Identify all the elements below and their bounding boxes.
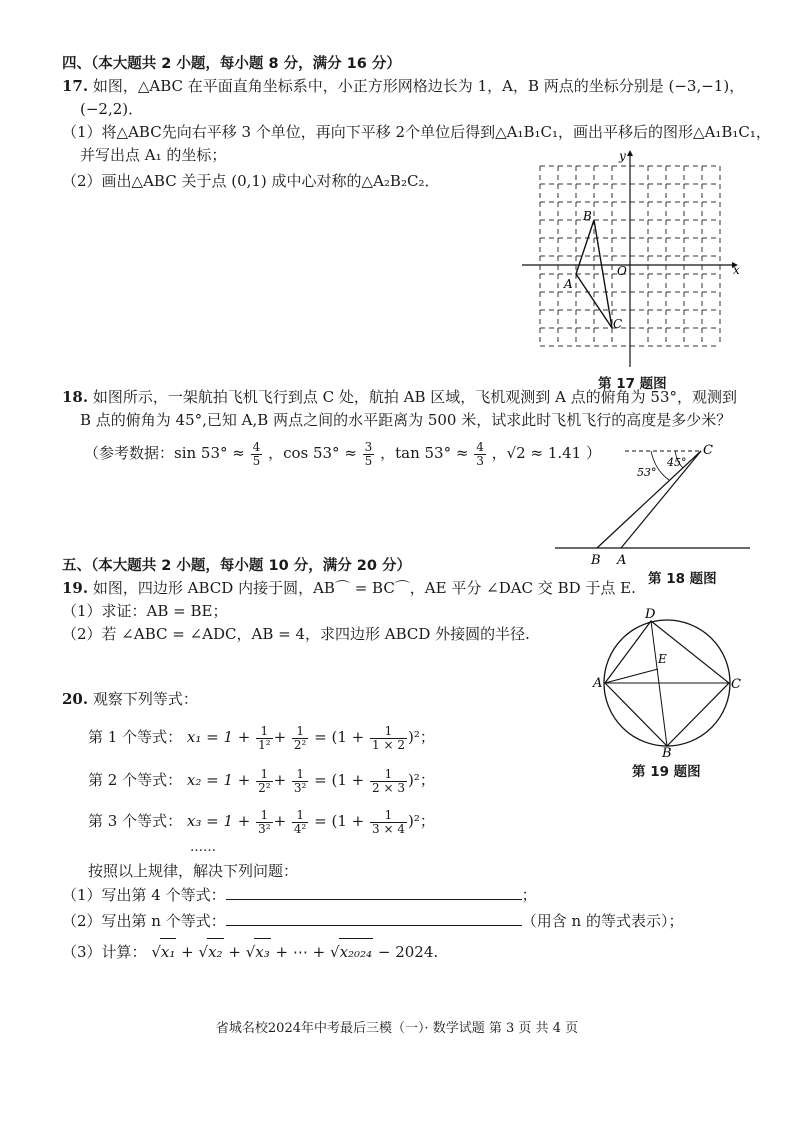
ref-sin-fraction [251, 441, 263, 468]
eq1-frac-b-num: 1 [292, 725, 308, 739]
q20-part2 [62, 910, 683, 933]
page-footer: 省城名校2024年中考最后三模（一）· 数学试题 第 3 页 共 4 页 [215, 1021, 579, 1036]
sin-numerator: 4 [252, 439, 261, 454]
sin-denominator: 5 [252, 453, 261, 468]
point-c-label: C [613, 317, 623, 331]
q20-part3-label: （3）计算： [62, 943, 147, 961]
q20-part1 [62, 884, 537, 907]
eq1-frac-c [370, 725, 407, 752]
q17-part1a: （1）将△ABC先向右平移 3 个单位，再向下平移 2个单位后得到△A₁B₁C₁，画出平移后的图形△A₁B₁C₁， [62, 123, 771, 141]
q17-line2: (−2,2)． [80, 100, 144, 118]
q18-text1: 如图所示，一架航拍飞机飞行到点 C 处，航拍 AB 区域，飞机观测到 A 点的俯角为 53°，观测到 [92, 388, 738, 406]
sqrt-x3-term: x₃ [254, 938, 270, 965]
eq2-frac-b-den: 3² [293, 780, 307, 795]
figure-17-grid [520, 148, 745, 373]
q20-ellipsis: …… [190, 840, 216, 855]
q19-text1: 如图，四边形 ABCD 内接于圆，AB⌒ = BC⌒，AE 平分 ∠DAC 交 BD 于点 E. [92, 579, 636, 597]
eq2-frac-c-num: 1 [370, 768, 407, 782]
eq3-end: )²； [407, 812, 435, 830]
eq3-frac-b [292, 809, 308, 836]
eq3-frac-a-den: 3² [258, 821, 271, 836]
q17-text1: 如图，△ABC 在平面直角坐标系中，小正方形网格边长为 1，A，B 两点的坐标分别是 (−3,−1)， [92, 77, 745, 95]
ref-cos-label: ，cos 53° ≈ [268, 444, 357, 462]
origin-label: O [617, 264, 627, 278]
figure-19-caption: 第 19 题图 [632, 764, 701, 780]
sqrt-x2024: √x₂₀₂₄ [330, 943, 373, 961]
sqrt-x2: √x₂ [199, 943, 224, 961]
eq3-frac-b-num: 1 [292, 809, 308, 823]
sqrt-x2024-term: x₂₀₂₄ [339, 938, 374, 965]
eq3-frac-c [370, 809, 407, 836]
eq2-lhs: x₂ = 1 + [186, 771, 251, 789]
eq2-frac-a [256, 768, 272, 795]
ref-tan-label: ，tan 53° ≈ [380, 444, 469, 462]
answer-blank-2[interactable] [226, 925, 522, 926]
q20-part1-label: （1）写出第 4 个等式： [62, 886, 226, 904]
eq3-lhs: x₃ = 1 + [186, 812, 251, 830]
eq1-mid: = (1 + [314, 728, 365, 746]
point-a-label: A [617, 553, 627, 568]
eq1-frac-c-den: 1 × 2 [372, 737, 405, 752]
point-a-label: A [564, 277, 573, 291]
q19-part1: （1）求证：AB = BE； [62, 602, 228, 620]
answer-blank-1[interactable] [226, 899, 522, 900]
point-a-label: A [593, 676, 603, 691]
eq3-frac-c-den: 3 × 4 [372, 821, 405, 836]
sqrt-x3: √x₃ [246, 943, 271, 961]
q19-part2: （2）若 ∠ABC = ∠ADC，AB = 4，求四边形 ABCD 外接圆的半径. [62, 625, 530, 643]
eq3-frac-a [256, 809, 272, 836]
point-c-label: C [703, 443, 713, 458]
sqrt-x2-term: x₂ [207, 938, 223, 965]
eq1-frac-a-den: 1² [258, 737, 271, 752]
tan-numerator: 4 [476, 439, 484, 454]
sqrt-x1-term: x₁ [160, 938, 176, 965]
eq2-frac-c [370, 768, 407, 795]
eq3-frac-a-num: 1 [256, 809, 272, 823]
q19-line1 [62, 577, 636, 600]
q20-part2-end: （用含 n 的等式表示）； [521, 912, 684, 930]
y-axis-arrow-icon [627, 150, 633, 156]
q20-number: 20. [62, 690, 89, 708]
cos-numerator: 3 [364, 439, 373, 454]
point-b-label: B [662, 746, 672, 761]
eq3-label: 第 3 个等式： [88, 812, 183, 830]
line-ca [621, 451, 701, 548]
q20-intro: 观察下列等式： [92, 690, 198, 708]
eq1-frac-a [256, 725, 272, 752]
q20-part2-label: （2）写出第 n 个等式： [62, 912, 226, 930]
eq3-frac-c-num: 1 [370, 809, 407, 823]
eq2-frac-a-num: 1 [256, 768, 272, 782]
eq1-frac-a-num: 1 [256, 725, 272, 739]
point-e-label: E [658, 652, 667, 666]
ref-tan-fraction [474, 441, 486, 468]
point-b-label: B [583, 209, 592, 223]
eq1-frac-c-num: 1 [370, 725, 407, 739]
point-b-label: B [591, 553, 601, 568]
q18-number: 18. [62, 388, 89, 406]
angle-45-label: 45° [667, 456, 687, 469]
tan-denominator: 3 [476, 453, 484, 468]
eq1-lhs: x₁ = 1 + [186, 728, 251, 746]
eq2-end: )²； [407, 771, 435, 789]
figure-18-caption: 第 18 题图 [648, 571, 717, 587]
point-d-label: D [645, 607, 656, 622]
ref-sin-label: （参考数据：sin 53° ≈ [84, 444, 245, 462]
section-5-title: 五、（本大题共 2 小题，每小题 10 分，满分 20 分） [62, 558, 411, 574]
q20-rule: 按照以上规律，解决下列问题： [88, 862, 299, 880]
q18-line2: B 点的俯角为 45°,已知 A,B 两点之间的水平距离为 500 米，试求此时飞机飞行的高度是多少米？ [80, 411, 732, 429]
plus-dots: + ⋯ + [275, 943, 326, 961]
eq2-frac-b [292, 768, 308, 795]
eq2-frac-a-den: 2² [258, 780, 271, 795]
eq2-frac-b-num: 1 [292, 768, 308, 782]
angle-53-label: 53° [637, 466, 657, 479]
section-4-title: 四、（本大题共 2 小题，每小题 8 分，满分 16 分） [62, 56, 401, 72]
q18-reference-data [84, 434, 601, 472]
q20-part1-end: ； [521, 886, 537, 904]
q17-part2: （2）画出△ABC 关于点 (0,1) 成中心对称的△A₂B₂C₂． [62, 172, 440, 190]
ref-cos-fraction [363, 441, 375, 468]
sqrt-x1: √x₁ [151, 943, 176, 961]
cos-denominator: 5 [364, 453, 373, 468]
figure-18-diagram [555, 440, 755, 570]
figure-17-caption: 第 17 题图 [598, 376, 667, 392]
q18-line1 [62, 386, 737, 409]
q19-number: 19. [62, 579, 89, 597]
eq3-frac-b-den: 4² [293, 821, 307, 836]
point-c-label: C [731, 677, 741, 692]
segment-ae [605, 669, 658, 683]
eq1-end: )²； [407, 728, 435, 746]
eq1-label: 第 1 个等式： [88, 728, 183, 746]
q17-line1 [62, 75, 744, 98]
eq2-label: 第 2 个等式： [88, 771, 183, 789]
q17-number: 17. [62, 77, 89, 95]
eq2-mid: = (1 + [314, 771, 365, 789]
q20-equation-1: 第 1 个等式： x₁ = 1 + $\frac{1}{\text{1²}}$ + $\frac{1}{\text{2²}}$ = (1 + $\frac{1}{1 \times 2}$ )²； [88, 723, 435, 752]
eq1-frac-b-den: 2² [293, 737, 307, 752]
eq3-mid: = (1 + [314, 812, 365, 830]
ref-sqrt2: ，√2 ≈ 1.41 ） [491, 444, 601, 462]
y-axis-label: y [619, 149, 626, 163]
q17-part1b: 并写出点 A₁ 的坐标； [80, 146, 227, 164]
q20-equation-2: 第 2 个等式： x₂ = 1 + $\frac{1}{\text{2²}}$ + $\frac{1}{\text{3²}}$ = (1 + $\frac{1}{2 \times 3}$ )²； [88, 766, 435, 795]
q20-line1 [62, 688, 198, 711]
plus-1: + [181, 943, 194, 961]
q20-equation-3: 第 3 个等式： x₃ = 1 + $\frac{1}{\text{3²}}$ + $\frac{1}{\text{4²}}$ = (1 + $\frac{1}{3 \times 4}$ )²； [88, 807, 435, 836]
q20-part3 [62, 938, 438, 965]
eq1-frac-b [292, 725, 308, 752]
figure-19-circle [595, 605, 745, 760]
plus-2: + [228, 943, 241, 961]
eq2-frac-c-den: 2 × 3 [372, 780, 405, 795]
x-axis-label: x [733, 263, 740, 277]
q20-part3-end: − 2024. [377, 943, 439, 961]
